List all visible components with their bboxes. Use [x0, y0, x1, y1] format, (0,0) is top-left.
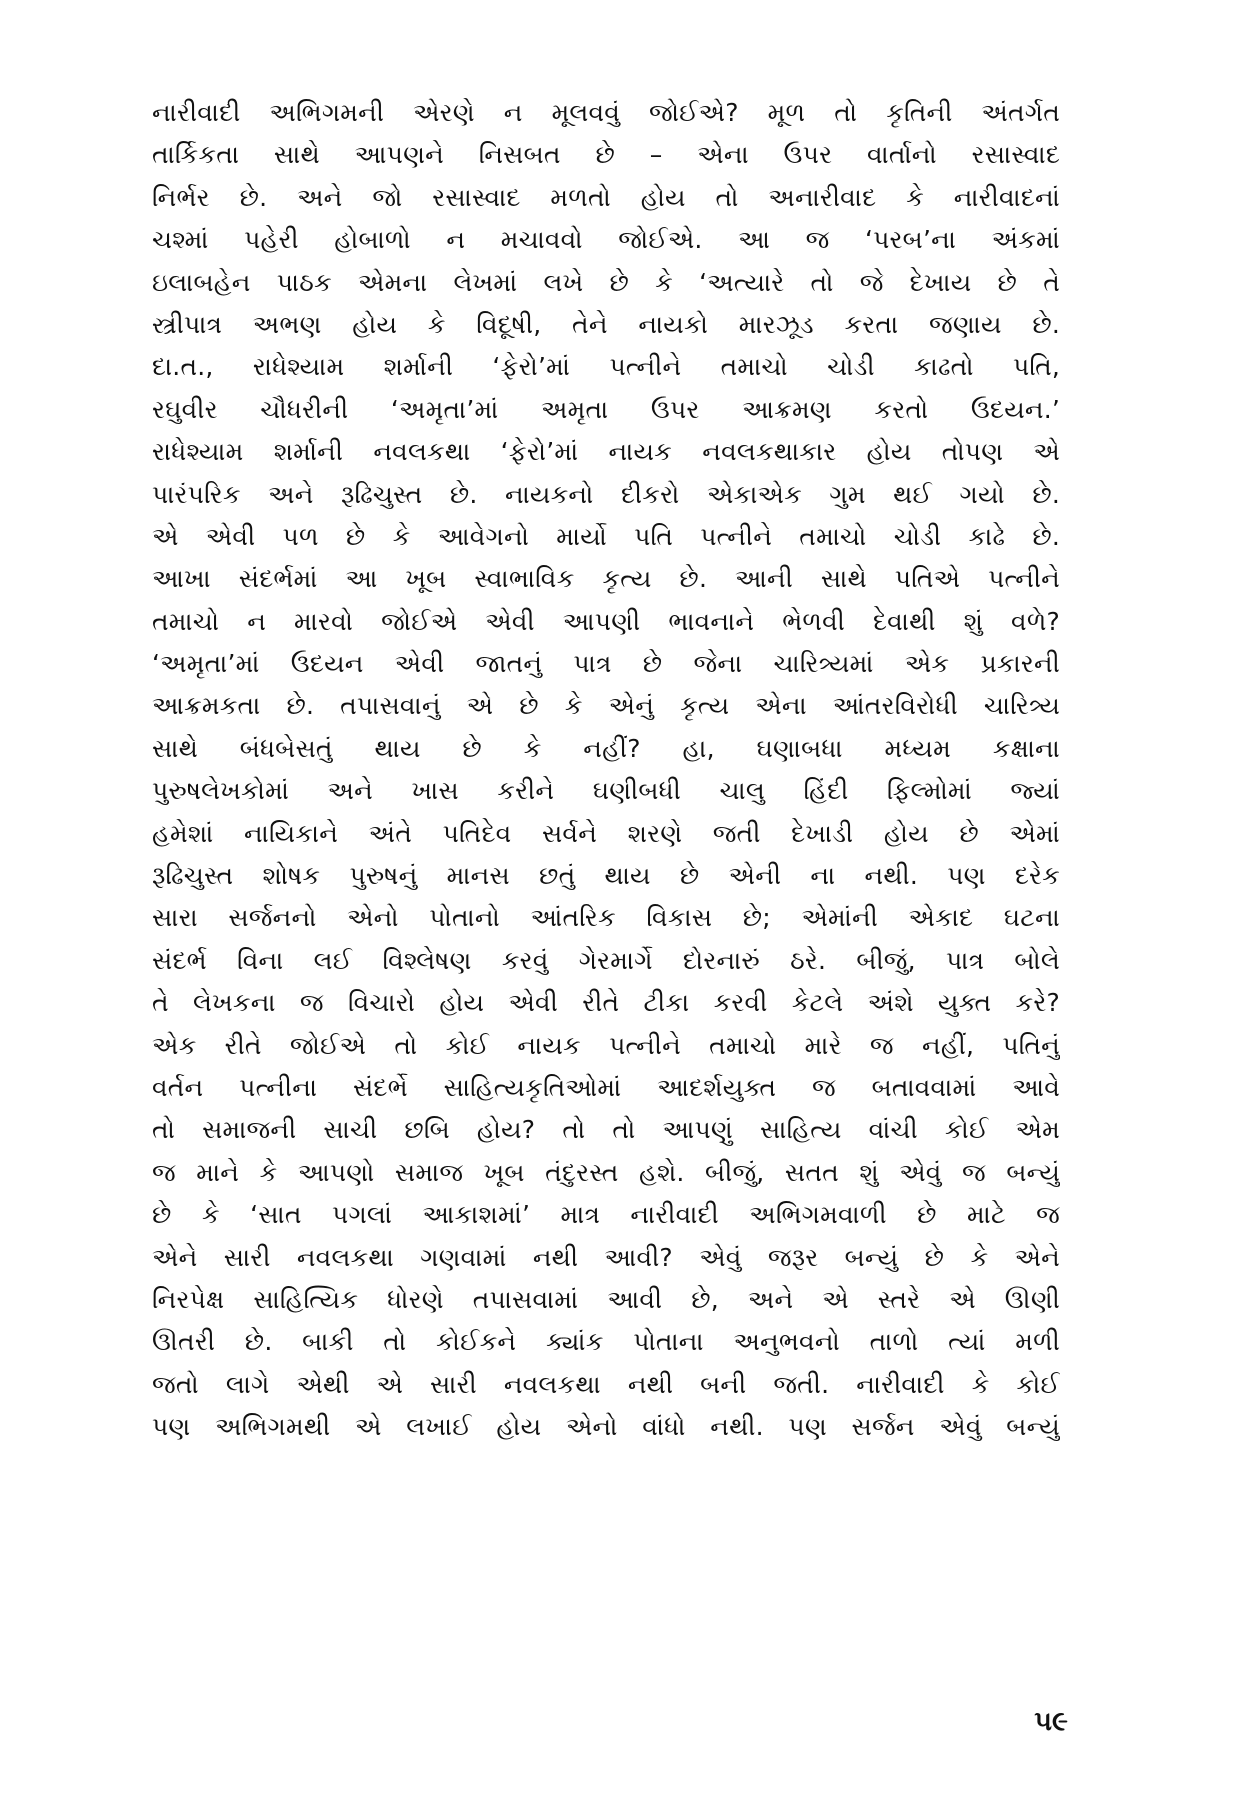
text-line: ઊતરી છે. બાકી તો કોઈકને ક્યાંક પોતાના અનુભવનો તાળો ત્યાં મળી: [152, 1327, 1060, 1357]
text-line: છે કે ‘સાત પગલાં આકાશમાં’ માત્ર નારીવાદી અભિગમવાળી છે માટે જ: [152, 1200, 1060, 1230]
text-line: એ એવી પળ છે કે આવેગનો માર્યો પતિ પત્નીને તમાચો ચોડી કાઢે છે.: [152, 521, 1060, 551]
text-line: સાથે બંધબેસતું થાય છે કે નહીં? હા, ઘણાબધા મધ્યમ કક્ષાના: [152, 733, 1060, 763]
text-line: ચશ્માં પહેરી હોબાળો ન મચાવવો જોઈએ. આ જ ‘પરબ’ના અંકમાં: [152, 225, 1060, 255]
body-text: [152, 92, 1060, 1449]
text-line: જ માને કે આપણો સમાજ ખૂબ તંદુરસ્ત હશે. બીજું, સતત શું એવું જ બન્યું: [152, 1157, 1060, 1187]
text-line: રઘુવીર ચૌધરીની ‘અમૃતા’માં અમૃતા ઉપર આક્રમણ કરતો ઉદયન.’: [152, 394, 1060, 424]
text-line: આક્રમકતા છે. તપાસવાનું એ છે કે એનું કૃત્ય એના આંતરવિરોધી ચારિત્ર્ય: [152, 691, 1060, 721]
text-line: આખા સંદર્ભમાં આ ખૂબ સ્વાભાવિક કૃત્ય છે. આની સાથે પતિએ પત્નીને: [152, 564, 1060, 594]
text-line: દા.ત., રાધેશ્યામ શર્માની ‘ફેરો’માં પત્નીને તમાચો ચોડી કાઢતો પતિ,: [152, 352, 1060, 382]
text-line: રાધેશ્યામ શર્માની નવલકથા ‘ફેરો’માં નાયક નવલકથાકાર હોય તોપણ એ: [152, 437, 1060, 467]
text-line: સારા સર્જનનો એનો પોતાનો આંતરિક વિકાસ છે; એમાંની એકાદ ઘટના: [152, 903, 1060, 933]
text-line: ‘અમૃતા’માં ઉદયન એવી જાતનું પાત્ર છે જેના ચારિત્ર્યમાં એક પ્રકારની: [152, 649, 1060, 679]
text-line: સ્ત્રીપાત્ર અભણ હોય કે વિદૂષી, તેને નાયકો મારઝૂડ કરતા જણાય છે.: [152, 309, 1060, 339]
text-line: વર્તન પત્નીના સંદર્ભે સાહિત્યકૃતિઓમાં આદર્શયુક્ત જ બતાવવામાં આવે: [152, 1072, 1060, 1102]
text-line: નિર્ભર છે. અને જો રસાસ્વાદ મળતો હોય તો અનારીવાદ કે નારીવાદનાં: [152, 182, 1060, 212]
text-line: નિરપેક્ષ સાહિત્યિક ધોરણે તપાસવામાં આવી છે, અને એ સ્તરે એ ઊણી: [152, 1284, 1060, 1314]
text-line: હમેશાં નાયિકાને અંતે પતિદેવ સર્વને શરણે જતી દેખાડી હોય છે એમાં: [152, 818, 1060, 848]
text-line: જતો લાગે એથી એ સારી નવલકથા નથી બની જતી. નારીવાદી કે કોઈ: [152, 1369, 1060, 1399]
text-line: તાર્કિકતા સાથે આપણને નિસબત છે – એના ઉપર વાર્તાનો રસાસ્વાદ: [152, 140, 1060, 170]
page-number: ૫૯: [1034, 1706, 1068, 1737]
text-line: તમાચો ન મારવો જોઈએ એવી આપણી ભાવનાને ભેળવી દેવાથી શું વળે?: [152, 606, 1060, 636]
text-line: નારીવાદી અભિગમની એરણે ન મૂલવવું જોઈએ? મૂળ તો કૃતિની અંતર્ગત: [152, 98, 1060, 127]
text-line: ઇલાબહેન પાઠક એમના લેખમાં લખે છે કે ‘અત્યારે તો જે દેખાય છે તે: [152, 267, 1060, 297]
text-line: એને સારી નવલકથા ગણવામાં નથી આવી? એવું જરૂર બન્યું છે કે એને: [152, 1242, 1060, 1272]
text-line: પુરુષલેખકોમાં અને ખાસ કરીને ઘણીબધી ચાલુ હિંદી ફિલ્મોમાં જ્યાં: [152, 776, 1060, 806]
text-line: સંદર્ભ વિના લઈ વિશ્લેષણ કરવું ગેરમાર્ગે દોરનારું ઠરે. બીજું, પાત્ર બોલે: [152, 945, 1060, 975]
text-line: એક રીતે જોઈએ તો કોઈ નાયક પત્નીને તમાચો મારે જ નહીં, પતિનું: [152, 1030, 1060, 1060]
text-line: પણ અભિગમથી એ લખાઈ હોય એનો વાંધો નથી. પણ સર્જન એવું બન્યું: [152, 1412, 1060, 1442]
text-line: તે લેખકના જ વિચારો હોય એવી રીતે ટીકા કરવી કેટલે અંશે યુક્ત કરે?: [152, 988, 1060, 1018]
text-line: રૂઢિચુસ્ત શોષક પુરુષનું માનસ છતું થાય છે એની ના નથી. પણ દરેક: [152, 861, 1060, 891]
text-line: તો સમાજની સાચી છબિ હોય? તો તો આપણું સાહિત્ય વાંચી કોઈ એમ: [152, 1115, 1060, 1145]
text-line: પારંપરિક અને રૂઢિચુસ્ત છે. નાયકનો દીકરો એકાએક ગુમ થઈ ગયો છે.: [152, 479, 1060, 509]
